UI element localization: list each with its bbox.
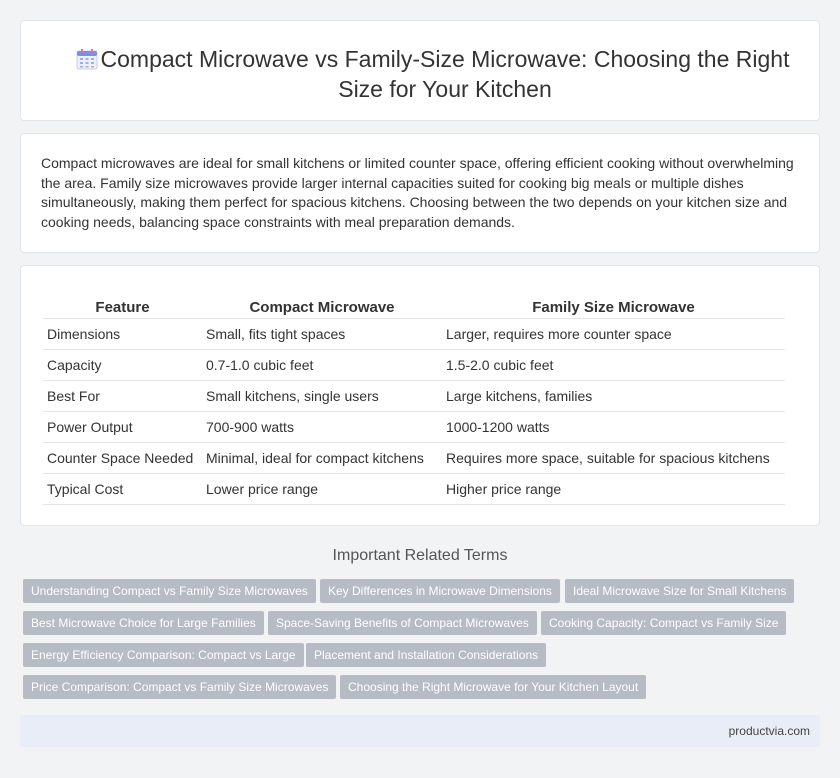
page-title: Compact Microwave vs Family-Size Microwave: Choosing the Right Size for Your Kitchen (100, 46, 790, 102)
table-cell: Dimensions (43, 319, 202, 350)
table-row (43, 412, 785, 443)
header-card (20, 20, 820, 121)
related-term-tag[interactable]: Choosing the Right Microwave for Your Kitchen Layout (340, 675, 646, 699)
table-cell: Power Output (43, 412, 202, 443)
table-cell: Typical Cost (43, 474, 202, 505)
table-cell: Small kitchens, single users (202, 381, 442, 412)
column-header: Feature (43, 296, 202, 319)
footer-site-link[interactable]: productvia.com (728, 724, 810, 738)
table-cell: Small, fits tight spaces (202, 319, 442, 350)
comparison-card (20, 265, 820, 526)
table-row (43, 319, 785, 350)
table-cell: 700-900 watts (202, 412, 442, 443)
table-row (43, 474, 785, 505)
related-term-tag[interactable]: Key Differences in Microwave Dimensions (320, 579, 560, 603)
column-header: Compact Microwave (202, 296, 442, 319)
related-term-tag[interactable]: Price Comparison: Compact vs Family Size Microwaves (23, 675, 336, 699)
related-term-tag[interactable]: Best Microwave Choice for Large Families (23, 611, 264, 635)
related-term-tag[interactable]: Placement and Installation Considerations (306, 643, 546, 667)
table-cell: 1000-1200 watts (442, 412, 785, 443)
table-row (43, 350, 785, 381)
intro-card (20, 133, 820, 253)
table-cell: Minimal, ideal for compact kitchens (202, 443, 442, 474)
table-row (43, 381, 785, 412)
table-cell: Best For (43, 381, 202, 412)
table-cell: 1.5-2.0 cubic feet (442, 350, 785, 381)
related-term-tag[interactable]: Understanding Compact vs Family Size Microwaves (23, 579, 316, 603)
table-cell: Capacity (43, 350, 202, 381)
table-cell: Lower price range (202, 474, 442, 505)
related-term-tag[interactable]: Cooking Capacity: Compact vs Family Size (541, 611, 786, 635)
table-cell: Larger, requires more counter space (442, 319, 785, 350)
table-cell: Higher price range (442, 474, 785, 505)
related-terms-title: Important Related Terms (332, 547, 508, 564)
related-term-tag[interactable]: Space-Saving Benefits of Compact Microwaves (268, 611, 537, 635)
table-row (43, 443, 785, 474)
table-cell: Requires more space, suitable for spacious kitchens (442, 443, 785, 474)
related-term-tag[interactable]: Ideal Microwave Size for Small Kitchens (565, 579, 794, 603)
table-header-row (43, 296, 785, 319)
table-cell: Counter Space Needed (43, 443, 202, 474)
table-cell: Large kitchens, families (442, 381, 785, 412)
related-term-tag[interactable]: Energy Efficiency Comparison: Compact vs Large (23, 643, 304, 667)
table-cell: 0.7-1.0 cubic feet (202, 350, 442, 381)
intro-text: Compact microwaves are ideal for small kitchens or limited counter space, offering efficient cooking without overwhelming the area. Family size microwaves provide larger internal capacities suited for cooking big meals or multiple dishes simultaneously, making them perfect for spacious kitchens. Choosing between the two depends on your kitchen size and cooking needs, balancing space constraints with meal preparation demands. (41, 155, 794, 230)
comparison-table (43, 296, 785, 505)
column-header: Family Size Microwave (442, 296, 785, 319)
footer (20, 715, 820, 747)
